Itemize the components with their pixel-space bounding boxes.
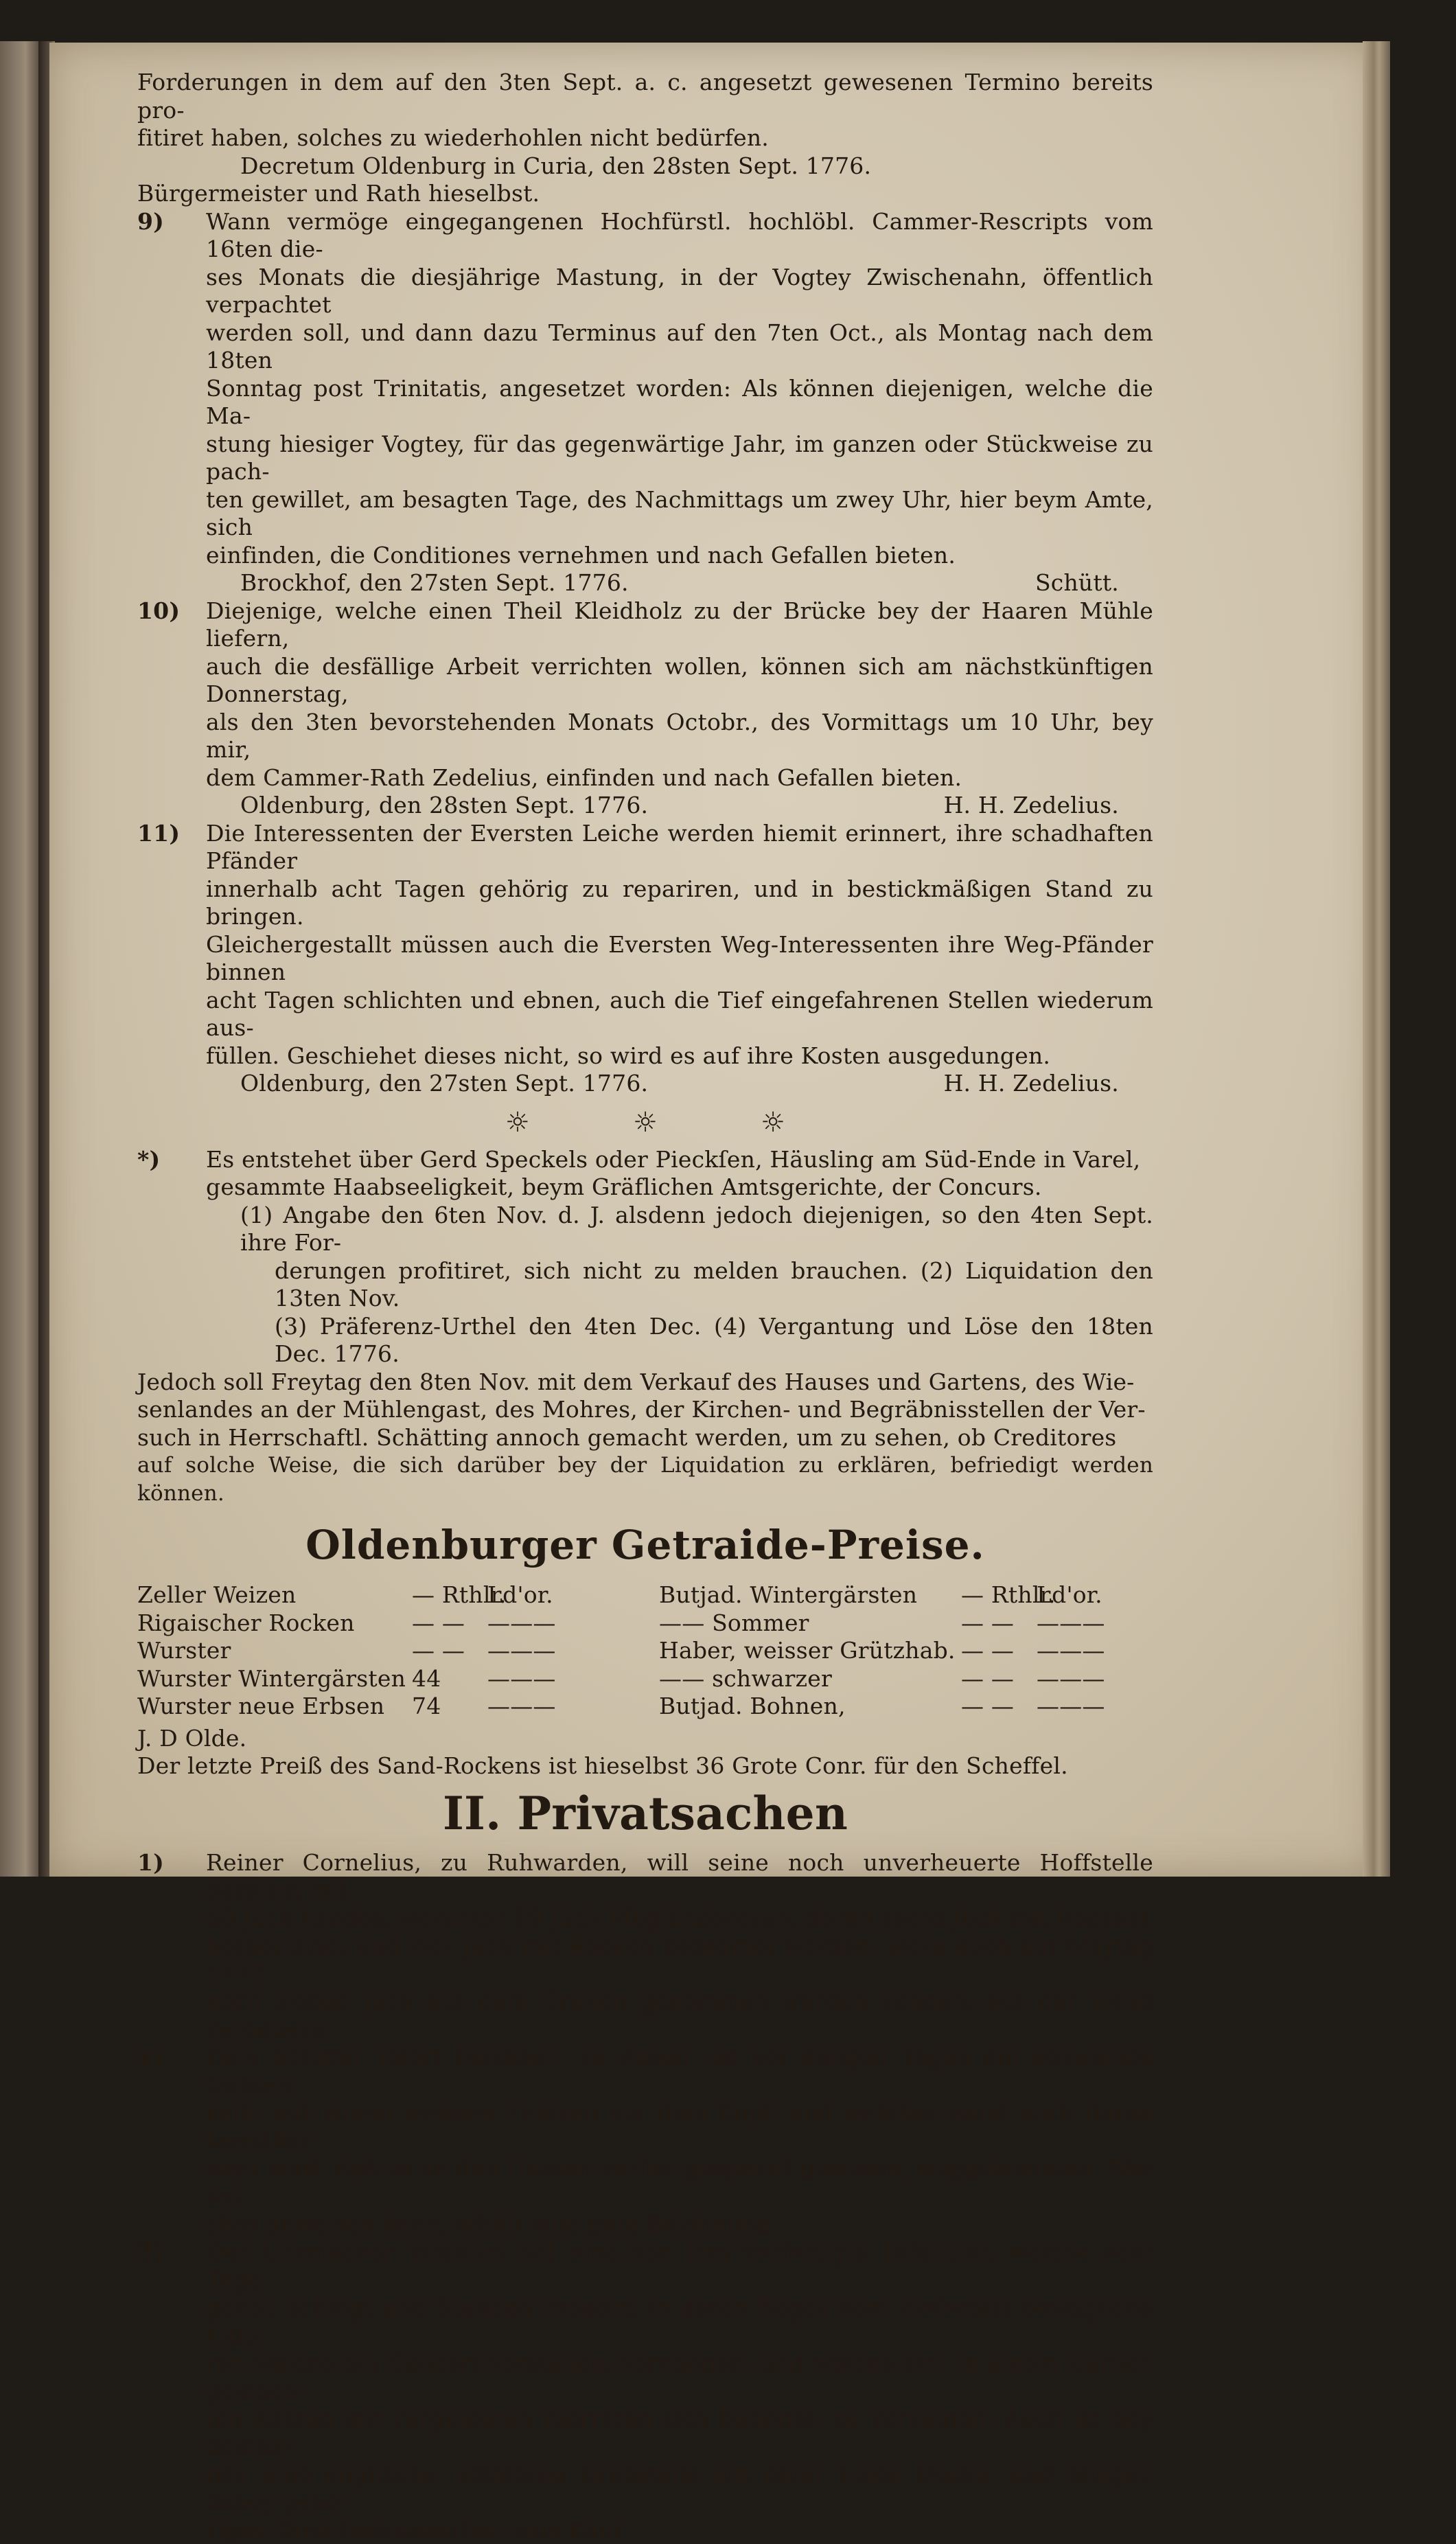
price-value: ———: [1037, 1637, 1126, 1665]
decretum-signature: Bürgermeister und Rath hieselbst.: [137, 180, 1153, 208]
text-line: ben eine englische, stählerne Drehstelle mit einer holen Docke, und einigen dabey gehö-: [206, 2461, 1153, 2517]
text-line: Gleichergestallt müssen auch die Eversten Weg-Interessenten ihre Weg-Pfänder binnen: [206, 931, 1153, 987]
price-row: [659, 1665, 1153, 1693]
signature-row: [137, 792, 1153, 820]
section2-heading: II. Privatsachen: [137, 1785, 1153, 1842]
price-label: Haber, weisser Grützhab.: [659, 1637, 961, 1665]
text-line: acht Tagen schlichten und ebnen, auch die Tief eingefahrenen Stellen wiederum aus-: [206, 987, 1153, 1042]
text-line: such in Herrschaftl. Schätting annoch gemacht werden, um zu sehen, ob Creditores: [137, 1424, 1153, 1452]
private-entry-1: [137, 1849, 1153, 2044]
text-line: füllen. Geschiehet dieses nicht, so wird es auf ihre Kosten ausgedungen.: [206, 1042, 1153, 1070]
text-line: Sonntag post Trinitatis, angesetzet worden: Als können diejenigen, welche die Ma-: [206, 375, 1153, 431]
signer: Schütt.: [1035, 569, 1119, 597]
concurs-entry: [137, 1146, 1153, 1202]
entry-number: 3): [137, 2238, 199, 2267]
ornament-row: [137, 1106, 1153, 1139]
text-line: senlandes an der Mühlengast, des Mohres, der Kirchen- und Begräbnisstellen der Ver-: [137, 1396, 1153, 1424]
price-row: [137, 1637, 632, 1665]
place-date: Oldenburg, den 28sten Sept. 1776.: [240, 792, 648, 820]
price-row: [659, 1637, 1153, 1665]
sun-ornament-icon: ☼: [633, 1106, 658, 1139]
text-line: noch sieben Jück aus dem Grünen genommen werden können, aus der Hand verheuern.: [206, 1988, 1153, 2043]
price-label: Rigaischer Rocken: [137, 1609, 412, 1638]
prices-heading: Oldenburger Getraide-Preise.: [137, 1518, 1153, 1572]
place-date: Brockhof, den 27sten Sept. 1776.: [240, 569, 629, 597]
text-line: Forderungen in dem auf den 3ten Sept. a. c. angesetzt gewesenen Termino bereits pro-: [137, 69, 1153, 124]
prices-note: Der letzte Preiß des Sand-Rockens ist hieselbst 36 Grote Conr. für den Scheffel.: [137, 1752, 1153, 1780]
price-value: ———: [487, 1693, 577, 1721]
text-line: ten Kasten mit verguldeten Zierraten sich befindet, zu verkaufen. Auch ist bey demsel-: [206, 2405, 1153, 2461]
entry-number: 10): [137, 597, 199, 626]
text-line: Wann vermöge eingegangenen Hochfürstl. hochlöbl. Cammer-Rescripts vom 16ten die-: [206, 208, 1153, 264]
text-line: fitiret haben, solches zu wiederhohlen nicht bedürfen.: [137, 124, 1153, 152]
text-line: (1) Angabe den 6ten Nov. d. J. alsdenn jedoch diejenigen, so den 4ten Sept. ihre For-: [240, 1202, 1153, 1257]
price-value: ———: [487, 1665, 577, 1693]
entry-number: 11): [137, 820, 199, 848]
text-line: auf solche Weise, die sich darüber bey der Liquidation zu erklären, befriedigt werden können.: [137, 1452, 1153, 1507]
signature-row: [137, 1070, 1153, 1098]
text-line: kalb, mit einem weissen Zeichen vor dem Kopf, und welches sonst noch daran kenntbar: [206, 2099, 1153, 2155]
page-stack-edge: [1363, 41, 1390, 1877]
left-page-edge: [0, 41, 43, 1877]
text-line: als den 3ten bevorstehenden Monats Octobr., des Vormittags um 10 Uhr, bey mir,: [206, 709, 1153, 764]
concurs-tail: [137, 1368, 1153, 1508]
price-value: ———: [1037, 1693, 1126, 1721]
signature-row: [137, 569, 1153, 597]
price-value: — Rthlr.: [412, 1581, 487, 1609]
section1-intro: [137, 69, 1153, 208]
text-line: innerhalb acht Tagen gehörig zu repariren, und in bestickmäßigen Stand zu bringen.: [206, 875, 1153, 931]
notice-entry-9: [137, 208, 1153, 570]
text-line: seyn wird, daß es an den Hessen vorher gespannt gewesen, weggekommen. Wer sol-: [206, 2155, 1153, 2210]
text-line: ches anweisen kann, erhält eine gute Belohnung.: [206, 2210, 1153, 2238]
entry-number: 9): [137, 208, 199, 236]
concurs-details: [137, 1202, 1153, 1368]
price-label: Butjad. Bohnen,: [659, 1693, 961, 1721]
price-value: — —: [412, 1609, 487, 1638]
prices-column-right: [659, 1581, 1153, 1721]
page-content: [137, 69, 1153, 2544]
text-line: derungen profitiret, sich nicht zu melden brauchen. (2) Liquidation den 13ten Nov.: [240, 1257, 1153, 1313]
text-line: auch die desfällige Arbeit verrichten wollen, können sich am nächstkünftigen Donnerstag,: [206, 653, 1153, 709]
price-row: [137, 1693, 632, 1721]
sun-ornament-icon: ☼: [761, 1106, 785, 1139]
prices-table: [137, 1581, 1153, 1721]
price-value: 44: [412, 1665, 487, 1693]
entry-number: 2): [137, 2043, 199, 2072]
price-row: [137, 1609, 632, 1638]
text-line: ten gewillet, am besagten Tage, des Nachmittags um zwey Uhr, hier beym Amte, sich: [206, 486, 1153, 542]
text-line: Es entstehet über Gerd Speckels oder Pieckſen, Häusling am Süd-Ende in Varel,: [206, 1146, 1153, 1174]
text-line: dem Cammer-Rath Zedelius, einfinden und nach Gefallen bieten.: [206, 764, 1153, 792]
prices-signer: J. D Olde.: [137, 1725, 1153, 1753]
signer: H. H. Zedelius.: [944, 1070, 1119, 1098]
text-line: gehet, schlägt und Stunden repetirt, in deren Bogen vom Zieferblat bewegliche Figu-: [206, 2294, 1153, 2350]
price-value: Ld'or.: [1037, 1581, 1126, 1609]
text-line: Diejenige, welche einen Theil Kleidholz zu der Brücke bey der Haaren Mühle liefern,: [206, 597, 1153, 653]
price-value: ———: [487, 1609, 577, 1638]
prices-column-left: [137, 1581, 632, 1721]
price-value: Ld'or.: [487, 1581, 577, 1609]
price-row: [137, 1665, 632, 1693]
text-line: Jedoch soll Freytag den 8ten Nov. mit dem Verkauf des Hauses und Gartens, des Wie-: [137, 1368, 1153, 1397]
text-line: gesammte Haabseeligkeit, beym Gräflichen Amtsgerichte, der Concurs.: [206, 1173, 1153, 1202]
price-row: [659, 1581, 1153, 1609]
price-value: ———: [487, 1637, 577, 1665]
price-value: — —: [961, 1609, 1037, 1638]
price-value: ———: [1037, 1665, 1126, 1693]
text-line: einfinden, die Conditiones vernehmen und nach Gefallen bieten.: [206, 542, 1153, 570]
price-row: [659, 1609, 1153, 1638]
signer: H. H. Zedelius.: [944, 792, 1119, 820]
price-label: Wurster: [137, 1637, 412, 1665]
price-value: — Rthlr.: [961, 1581, 1037, 1609]
text-line: Reiner Cornelius, zu Ruhwarden, will seine noch unverheuerte Hoffstelle daselbst mit: [206, 1849, 1153, 1905]
price-value: 74: [412, 1693, 487, 1721]
price-label: Zeller Weizen: [137, 1581, 412, 1609]
decretum-line: Decretum Oldenburg in Curia, den 28sten Sept. 1776.: [137, 152, 1153, 181]
price-label: Wurster neue Erbsen: [137, 1693, 412, 1721]
text-line: Die Interessenten der Eversten Leiche werden hiemit erinnert, ihre schadhaften Pfänder: [206, 820, 1153, 875]
price-label: —— Sommer: [659, 1609, 961, 1638]
sun-ornament-icon: ☼: [505, 1106, 530, 1139]
text-line: besäet sind, und vier Jück mit Rocken besaamet werden, wozu auch auf Maytag 1777: [206, 1932, 1153, 1988]
text-line: werden soll, und dann dazu Terminus auf den 7ten Oct., als Montag nach dem 18ten: [206, 319, 1153, 375]
text-line: Der Uhrmacher Wranum hat eine von ihm verfertigte Tafel-Uhr, welche acht Tage: [206, 2238, 1153, 2294]
price-row: [137, 1581, 632, 1609]
place-date: Oldenburg, den 27sten Sept. 1776.: [240, 1070, 648, 1098]
text-line: ses Monats die diesjährige Mastung, in der Vogtey Zwischenahn, öffentlich verpachtet: [206, 264, 1153, 319]
text-line: 60 Jück Landes, worunter 19 Jück Pfugländereyen, deren sechs Jück mit Rapsaat: [206, 1905, 1153, 1933]
entry-number: 1): [137, 1849, 199, 1877]
notice-entry-10: [137, 597, 1153, 792]
price-value: — —: [961, 1637, 1037, 1665]
notice-entry-11: [137, 820, 1153, 1070]
text-line: (3) Präferenz-Urthel den 4ten Dec. (4) Vergantung und Löse den 18ten Dec. 1776.: [240, 1313, 1153, 1368]
entry-number: *): [137, 1146, 199, 1174]
price-row: [659, 1693, 1153, 1721]
text-line: ren welche ein Concert vorstellen, vorhanden, und welche Uhr in einem zierlich gemach-: [206, 2350, 1153, 2405]
text-line: Dem Schiffer Eilert Boicksen, zu Absen, ist vor einigen Tagen ein schwarzes Ochsen-: [206, 2043, 1153, 2099]
price-value: — —: [961, 1665, 1037, 1693]
price-value: ———: [1037, 1609, 1126, 1638]
price-label: Wurster Wintergärsten: [137, 1665, 412, 1693]
text-line: rigen Dreh-Instrumenten, zum Kauf.: [206, 2517, 1153, 2544]
price-label: —— schwarzer: [659, 1665, 961, 1693]
price-value: — —: [961, 1693, 1037, 1721]
private-entry-3: [137, 2238, 1153, 2544]
price-label: Butjad. Wintergärsten: [659, 1581, 961, 1609]
text-line: stung hiesiger Vogtey, für das gegenwärtige Jahr, im ganzen oder Stückweise zu pach-: [206, 431, 1153, 486]
private-entry-2: [137, 2043, 1153, 2238]
price-value: — —: [412, 1637, 487, 1665]
